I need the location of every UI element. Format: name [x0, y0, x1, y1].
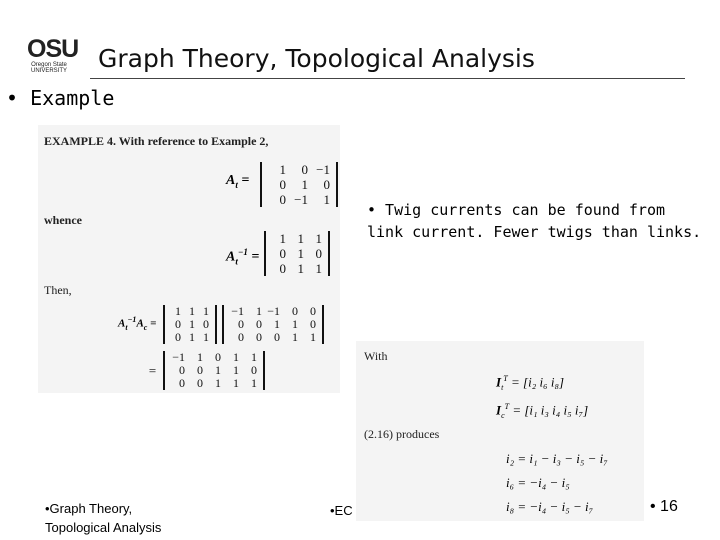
twig-equation-1: i₂ = i₁ − i₃ − i₅ − i₇ [506, 451, 608, 466]
product-matrix-2-cell: 1 [274, 317, 280, 331]
at-matrix-cell: 1 [323, 192, 330, 207]
product-matrix-1-cell: 0 [203, 317, 209, 331]
at-matrix-cell: 1 [301, 177, 308, 192]
product-matrix-1-cell: 1 [175, 304, 181, 318]
result-matrix-cell: 1 [233, 376, 239, 390]
title-underline [90, 78, 685, 79]
product-matrix-2-cell: 0 [238, 330, 244, 344]
note-text: • Twig currents can be found from link current. Fewer twigs than links. [367, 201, 702, 241]
atinv-label: $A_t^{-1}$ = [226, 247, 260, 267]
product-matrix-2-cell: 0 [256, 330, 262, 344]
result-matrix-cell: 0 [215, 350, 221, 364]
at-matrix-cell: 1 [279, 162, 286, 177]
product-matrix-1-cell: 1 [203, 304, 209, 318]
slide-title: Graph Theory, Topological Analysis [98, 44, 535, 73]
result-matrix-cell: 0 [197, 363, 203, 377]
logo-subtitle-2: UNIVERSITY [30, 68, 67, 74]
product-matrix-2-cell: −1 [267, 304, 280, 318]
product-matrix-2-cell: 0 [274, 330, 280, 344]
at-matrix [260, 162, 338, 207]
product-matrix-1-cell: 1 [203, 330, 209, 344]
product-matrix-2-cell: 1 [292, 317, 298, 331]
product-matrix-1-cell: 0 [175, 317, 181, 331]
bullet-example: • Example [6, 86, 115, 110]
product-matrix-1-cell: 1 [189, 304, 195, 318]
atinv-matrix-cell: 1 [279, 231, 286, 246]
product-matrix-2-cell: 0 [238, 317, 244, 331]
whence-label: whence [44, 213, 82, 227]
atinv-matrix [264, 231, 330, 276]
at-matrix-cell: 0 [279, 177, 286, 192]
osu-logo [27, 35, 79, 77]
logo-subtitle-1: Oregon State [31, 62, 67, 68]
product-label: $A_t^{-1}A_c$ = [118, 315, 157, 332]
product-matrix-2-cell: 1 [310, 330, 316, 344]
product-matrix-2-cell: 0 [256, 317, 262, 331]
result-matrix-cell: 1 [251, 350, 257, 364]
at-matrix-cell: 0 [279, 192, 286, 207]
at-matrix-cell: −1 [316, 162, 330, 177]
atinv-matrix-cell: 1 [315, 231, 322, 246]
at-matrix-cell: 0 [301, 162, 308, 177]
twig-equation-3: i₈ = −i₄ − i₅ − i₇ [506, 499, 594, 514]
at-matrix-cell: 0 [323, 177, 330, 192]
result-matrix-cell: 1 [215, 376, 221, 390]
logo-mark: OSU [27, 35, 79, 63]
page-number: • 16 [650, 498, 678, 515]
result-matrix-cell: 0 [251, 363, 257, 377]
product-matrix-2-cell: 1 [292, 330, 298, 344]
at-matrix-cell: −1 [294, 192, 308, 207]
textbook-excerpt-left: EXAMPLE 4. With reference to Example 2, $A_t$ = 1 0 −1 0 1 0 0 −1 1 whence $A_t^{-1}$ = 1 1 1 0 1 0 0 1 1 Then, $A_t^{-1}A_c$ = 1 1 1 0 1 0 0 1 1 −1 1 −1 0 0 0 0 1 1 0 0 0 0 1 1 = −1 1 0 1 1 0 0 1 1 0 0 0 1 1 1 [38, 125, 340, 393]
product-matrix-1 [163, 305, 217, 344]
twig-equation-2: i₆ = −i₄ − i₅ [506, 475, 570, 490]
product-matrix-2-cell: 0 [292, 304, 298, 318]
result-matrix-cell: 1 [233, 350, 239, 364]
result-matrix-cell: 0 [179, 376, 185, 390]
footer-course: •EC [330, 503, 353, 518]
at-label: $A_t$ = [226, 173, 250, 190]
footer-title-line1: •Graph Theory, [45, 501, 133, 516]
product-matrix-2-cell: 0 [310, 317, 316, 331]
with-label: With [364, 349, 388, 363]
atinv-matrix-cell: 1 [297, 261, 304, 276]
example-header: EXAMPLE 4. With reference to Example 2, [44, 134, 269, 148]
it-equation: $I_t^T = [i_2$ i₆ i₈] [496, 374, 565, 392]
result-matrix-cell: 1 [233, 363, 239, 377]
result-matrix [163, 351, 265, 390]
atinv-matrix-cell: 1 [297, 246, 304, 261]
atinv-matrix-cell: 0 [279, 261, 286, 276]
result-matrix-cell: 0 [179, 363, 185, 377]
then-label: Then, [44, 283, 72, 297]
atinv-matrix-cell: 1 [297, 231, 304, 246]
footer-title-line2: Topological Analysis [45, 520, 162, 535]
result-matrix-cell: 1 [251, 376, 257, 390]
result-matrix-cell: 1 [215, 363, 221, 377]
atinv-matrix-cell: 0 [315, 246, 322, 261]
atinv-matrix-cell: 1 [315, 261, 322, 276]
product-matrix-2-cell: 1 [256, 304, 262, 318]
ic-equation: $I_c^T = [i_1$ i₃ i₄ i₅ i₇] [496, 402, 589, 420]
product-matrix-2 [222, 305, 324, 344]
product-matrix-2-cell: −1 [231, 304, 244, 318]
result-matrix-cell: 0 [197, 376, 203, 390]
result-matrix-cell: 1 [197, 350, 203, 364]
product-matrix-1-cell: 1 [189, 330, 195, 344]
result-matrix-cell: −1 [172, 350, 185, 364]
product-matrix-2-cell: 0 [310, 304, 316, 318]
footer-title [45, 499, 161, 537]
product-matrix-1-cell: 0 [175, 330, 181, 344]
atinv-matrix-cell: 0 [279, 246, 286, 261]
produces-label: (2.16) produces [364, 427, 440, 441]
product-matrix-1-cell: 1 [189, 317, 195, 331]
textbook-excerpt-right [356, 341, 644, 521]
